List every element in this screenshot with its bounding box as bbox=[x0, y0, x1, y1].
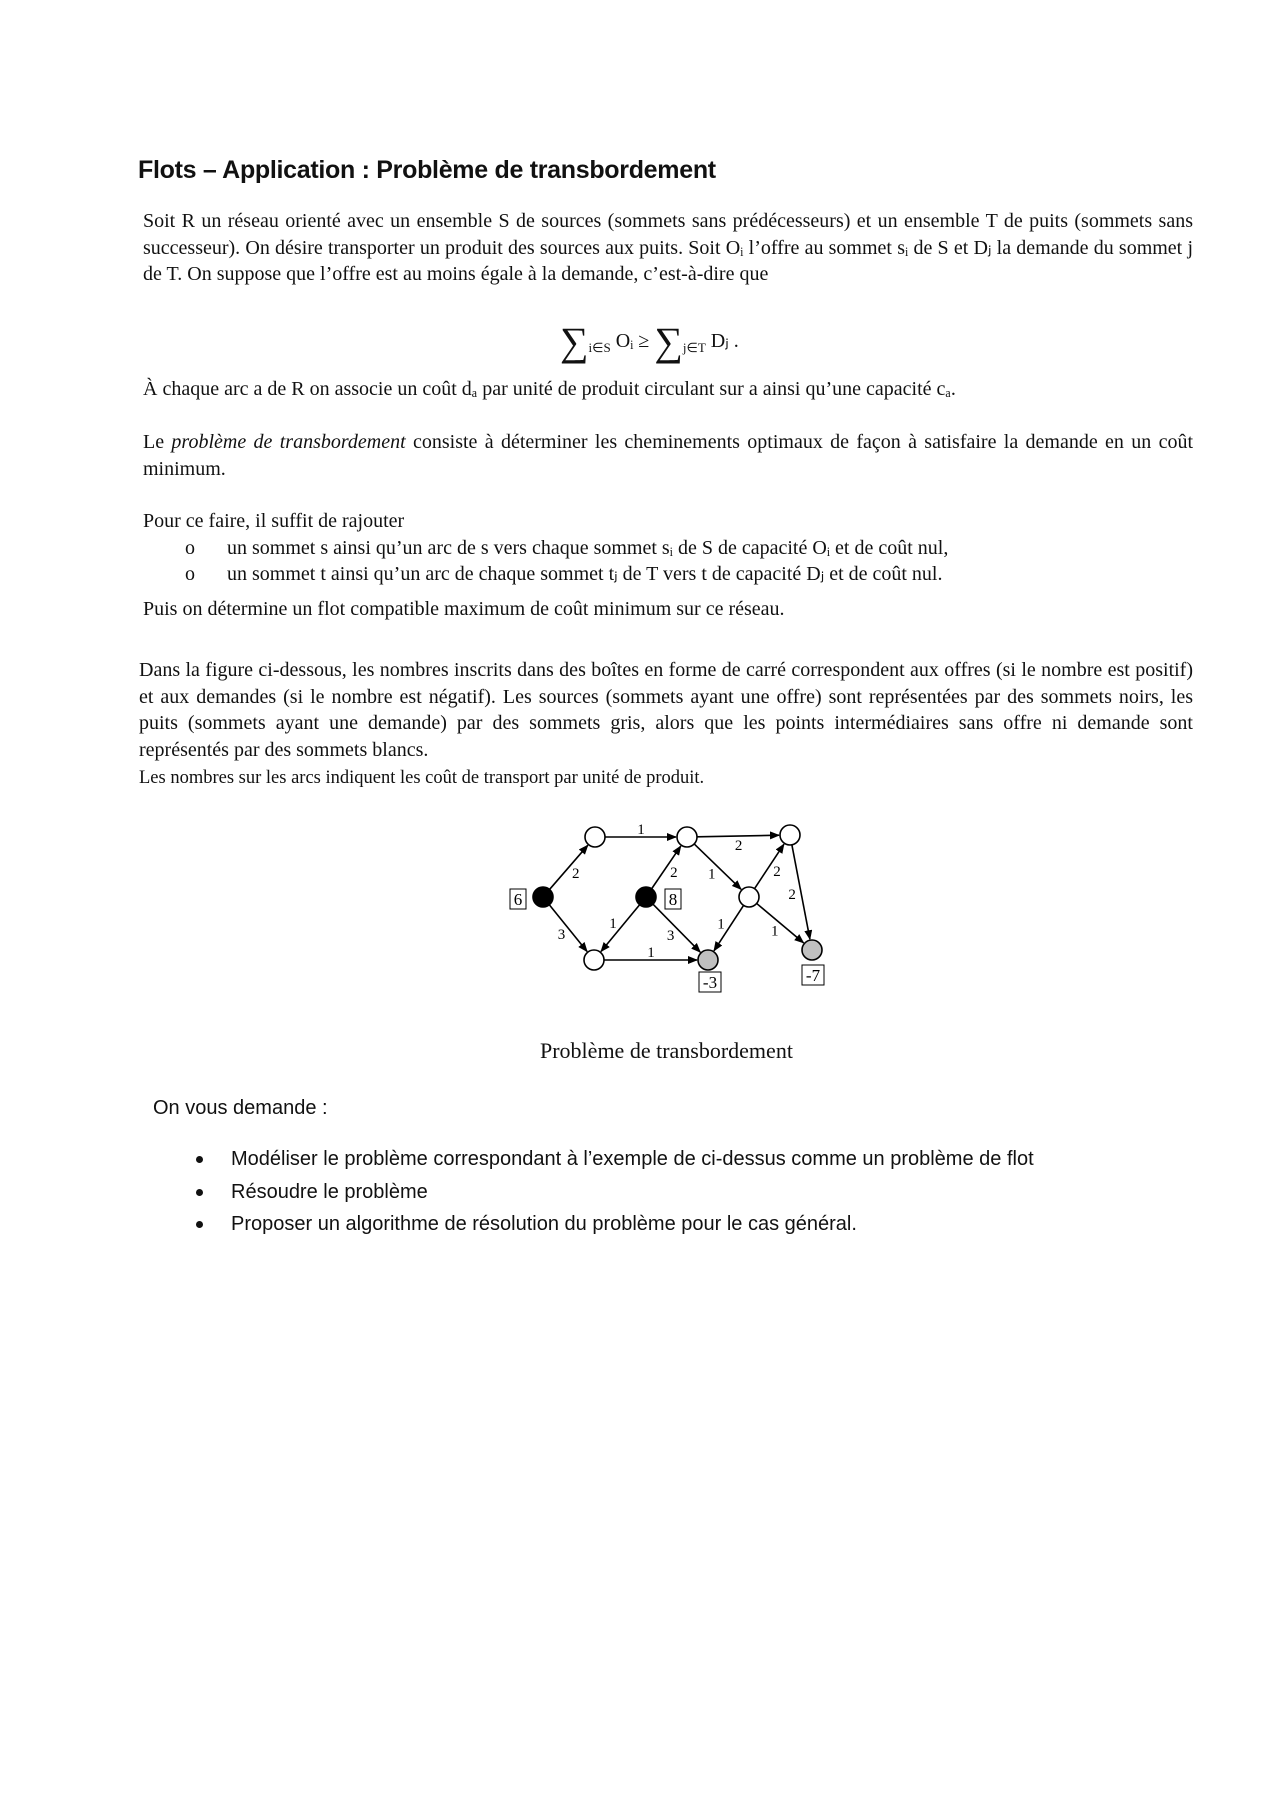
intermediate-node bbox=[739, 887, 759, 907]
edge-cost-label: 3 bbox=[557, 927, 566, 944]
supply-demand-label: 8 bbox=[668, 890, 678, 909]
formula-lhs: Oᵢ ≥ bbox=[615, 330, 650, 352]
edge-cost-label: 2 bbox=[670, 865, 678, 882]
graph-edge bbox=[549, 905, 587, 952]
page-title: Flots – Application : Problème de transbordement bbox=[138, 156, 716, 184]
graph-edge bbox=[601, 905, 640, 952]
intermediate-node bbox=[780, 825, 800, 845]
edge-cost-label: 2 bbox=[572, 865, 580, 882]
supply-demand-label: -3 bbox=[702, 973, 718, 992]
edge-cost-label: 2 bbox=[734, 837, 743, 854]
sum-symbol: ∑ bbox=[654, 319, 683, 364]
source-node bbox=[533, 887, 553, 907]
formula-rhs: Dⱼ . bbox=[710, 330, 739, 352]
list-item: o un sommet s ainsi qu’un arc de s vers chaque sommet sᵢ de S de capacité Oᵢ et de coût nul, bbox=[143, 535, 1193, 562]
edge-cost-label: 2 bbox=[773, 863, 781, 880]
cost-line: À chaque arc a de R on associe un coût dₐ par unité de produit circulant sur a ainsi qu’une capacité cₐ. bbox=[143, 378, 956, 400]
method-intro: Pour ce faire, il suffit de rajouter bbox=[143, 510, 405, 532]
edge-cost-label: 2 bbox=[788, 887, 796, 904]
graph-edge bbox=[757, 903, 804, 942]
text: consiste à déterminer les cheminements optimaux de façon à satisfaire la demande en un coût minimum. bbox=[143, 431, 1194, 480]
graph-edge bbox=[550, 845, 588, 889]
bullet-icon bbox=[196, 1189, 203, 1196]
edge-cost-label: 1 bbox=[707, 866, 716, 883]
edge-cost-label: 1 bbox=[647, 945, 655, 961]
task-text: Proposer un algorithme de résolution du problème pour le cas général. bbox=[231, 1213, 857, 1235]
task-text: Modéliser le problème correspondant à l’exemple de ci-dessus comme un problème de flot bbox=[231, 1148, 1034, 1170]
intermediate-node bbox=[677, 827, 697, 847]
figure-note: Les nombres sur les arcs indiquent les coût de transport par unité de produit. bbox=[139, 768, 705, 788]
graph-edge bbox=[697, 835, 779, 837]
bullet-icon bbox=[196, 1156, 203, 1163]
supply-demand-label: -7 bbox=[805, 966, 821, 985]
intermediate-node bbox=[585, 827, 605, 847]
supply-demand-label: 6 bbox=[513, 890, 523, 909]
text: Le bbox=[143, 431, 172, 453]
source-node bbox=[636, 887, 656, 907]
bullet-icon bbox=[196, 1221, 203, 1228]
figure-caption: Problème de transbordement bbox=[540, 1038, 793, 1063]
intermediate-node bbox=[584, 950, 604, 970]
task-item bbox=[196, 1213, 857, 1236]
task-item bbox=[196, 1148, 1034, 1171]
intro-text: Soit R un réseau orienté avec un ensemble S de sources (sommets sans prédécesseurs) et un ensemble T de puits (sommets sans successeur). On désire transporter un produit des sources aux puits. Soit Oᵢ l’offre au sommet sᵢ de S et Dⱼ la demande du sommet j de T. On suppose que l’offre est au moins égale à la demande, c’est-à-dire que bbox=[143, 210, 1193, 286]
sum-symbol: ∑ bbox=[560, 319, 589, 364]
edge-cost-label: 1 bbox=[770, 923, 779, 940]
list-item: o un sommet t ainsi qu’un arc de chaque sommet tⱼ de T vers t de capacité Dⱼ et de coût nul. bbox=[143, 561, 1193, 588]
edge-cost-label: 3 bbox=[666, 927, 675, 944]
method-conclusion: Puis on détermine un flot compatible maximum de coût minimum sur ce réseau. bbox=[143, 597, 785, 620]
edge-cost-label: 1 bbox=[717, 916, 725, 933]
question-intro: On vous demande : bbox=[153, 1097, 328, 1119]
sum-index: j∈T bbox=[682, 340, 706, 355]
sum-index: i∈S bbox=[588, 340, 611, 355]
edge-cost-label: 1 bbox=[637, 822, 645, 838]
sink-node bbox=[698, 950, 718, 970]
emphasis: problème de transbordement bbox=[171, 431, 406, 453]
graph-edge bbox=[653, 904, 700, 952]
task-item bbox=[196, 1181, 428, 1204]
edge-cost-label: 1 bbox=[609, 915, 617, 932]
figure-description: Dans la figure ci-dessous, les nombres inscrits dans des boîtes en forme de carré correspondent aux offres (si le nombre est positif) et aux demandes (si le nombre est négatif). Les sources (sommets ayant une offre) sont représentées par des sommets noirs, les puits (sommets ayant une demande) par des sommets gris, alors que les points intermédiaires sans offre ni demande sont représentés par des sommets blancs. bbox=[139, 659, 1193, 761]
task-text: Résoudre le problème bbox=[231, 1181, 428, 1203]
sink-node bbox=[802, 940, 822, 960]
